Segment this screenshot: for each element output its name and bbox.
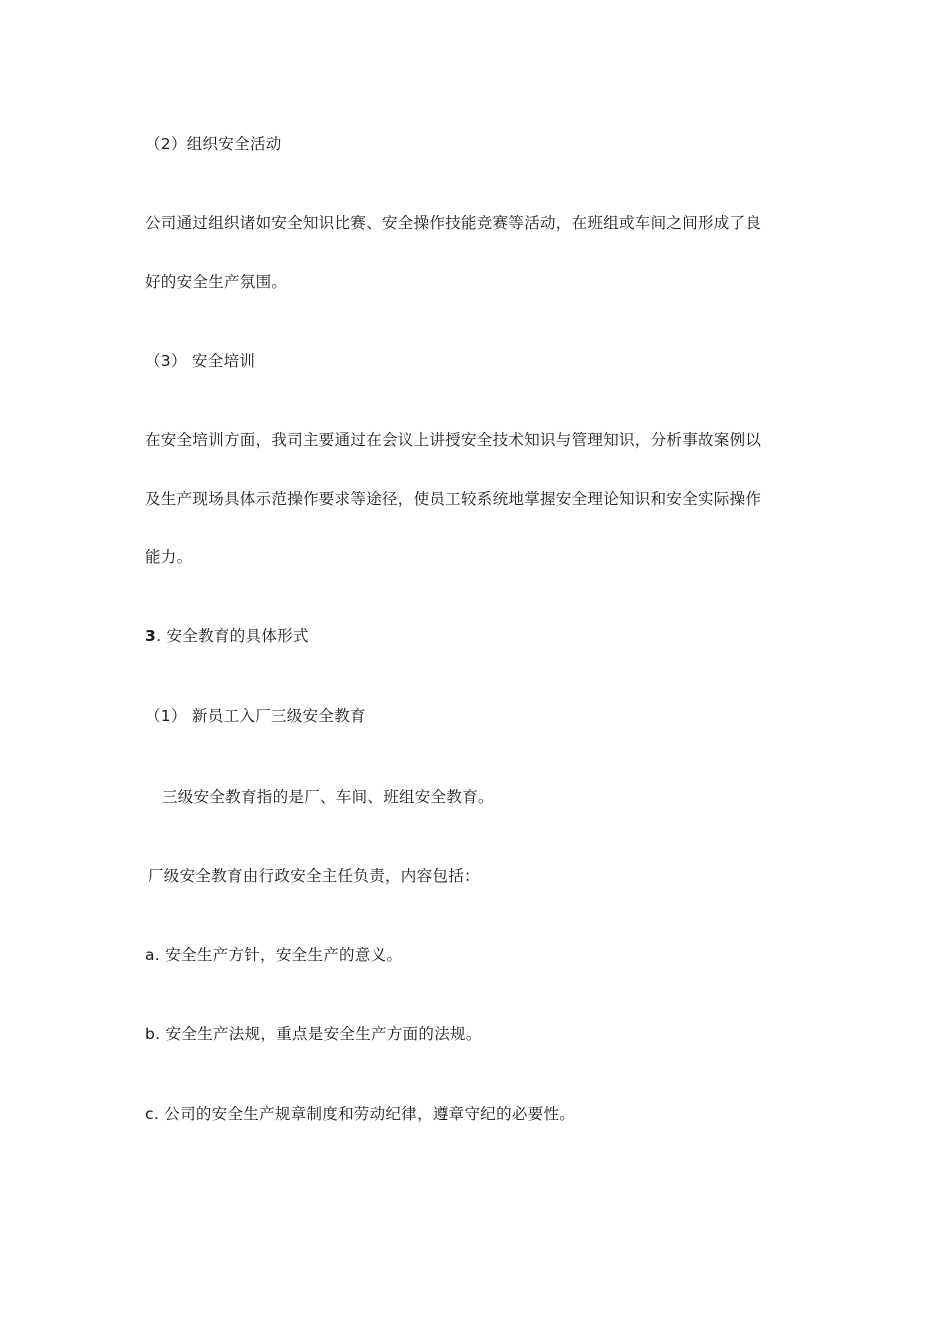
paragraph-training-line-2: 及生产现场具体示范操作要求等途径，使员工较系统地掌握安全理论知识和安全实际操作 bbox=[145, 490, 762, 508]
list-item-c: c. 公司的安全生产规章制度和劳动纪律，遵章守纪的必要性。 bbox=[145, 1105, 576, 1123]
paragraph-activities-line-2: 好的安全生产氛围。 bbox=[145, 273, 288, 291]
section-number: 3 bbox=[145, 627, 157, 645]
paragraph-activities-line-1: 公司通过组织诸如安全知识比赛、安全操作技能竞赛等活动，在班组或车间之间形成了良 bbox=[145, 214, 762, 232]
paragraph-factory-level-education: 厂级安全教育由行政安全主任负责，内容包括： bbox=[148, 867, 480, 885]
list-item-b: b. 安全生产法规，重点是安全生产方面的法规。 bbox=[145, 1025, 482, 1043]
subheading-new-employee-education: （1） 新员工入厂三级安全教育 bbox=[145, 707, 366, 725]
subheading-safety-activities: （2）组织安全活动 bbox=[145, 135, 282, 153]
paragraph-training-line-1: 在安全培训方面，我司主要通过在会议上讲授安全技术知识与管理知识，分析事故案例以 bbox=[145, 431, 762, 449]
subheading-safety-training: （3） 安全培训 bbox=[145, 352, 256, 370]
list-item-a: a. 安全生产方针，安全生产的意义。 bbox=[145, 946, 403, 964]
paragraph-training-line-3: 能力。 bbox=[145, 548, 193, 566]
section-title: . 安全教育的具体形式 bbox=[156, 627, 309, 645]
paragraph-three-level-education: 三级安全教育指的是厂、车间、班组安全教育。 bbox=[162, 788, 494, 806]
section-heading-education-forms bbox=[145, 626, 309, 646]
